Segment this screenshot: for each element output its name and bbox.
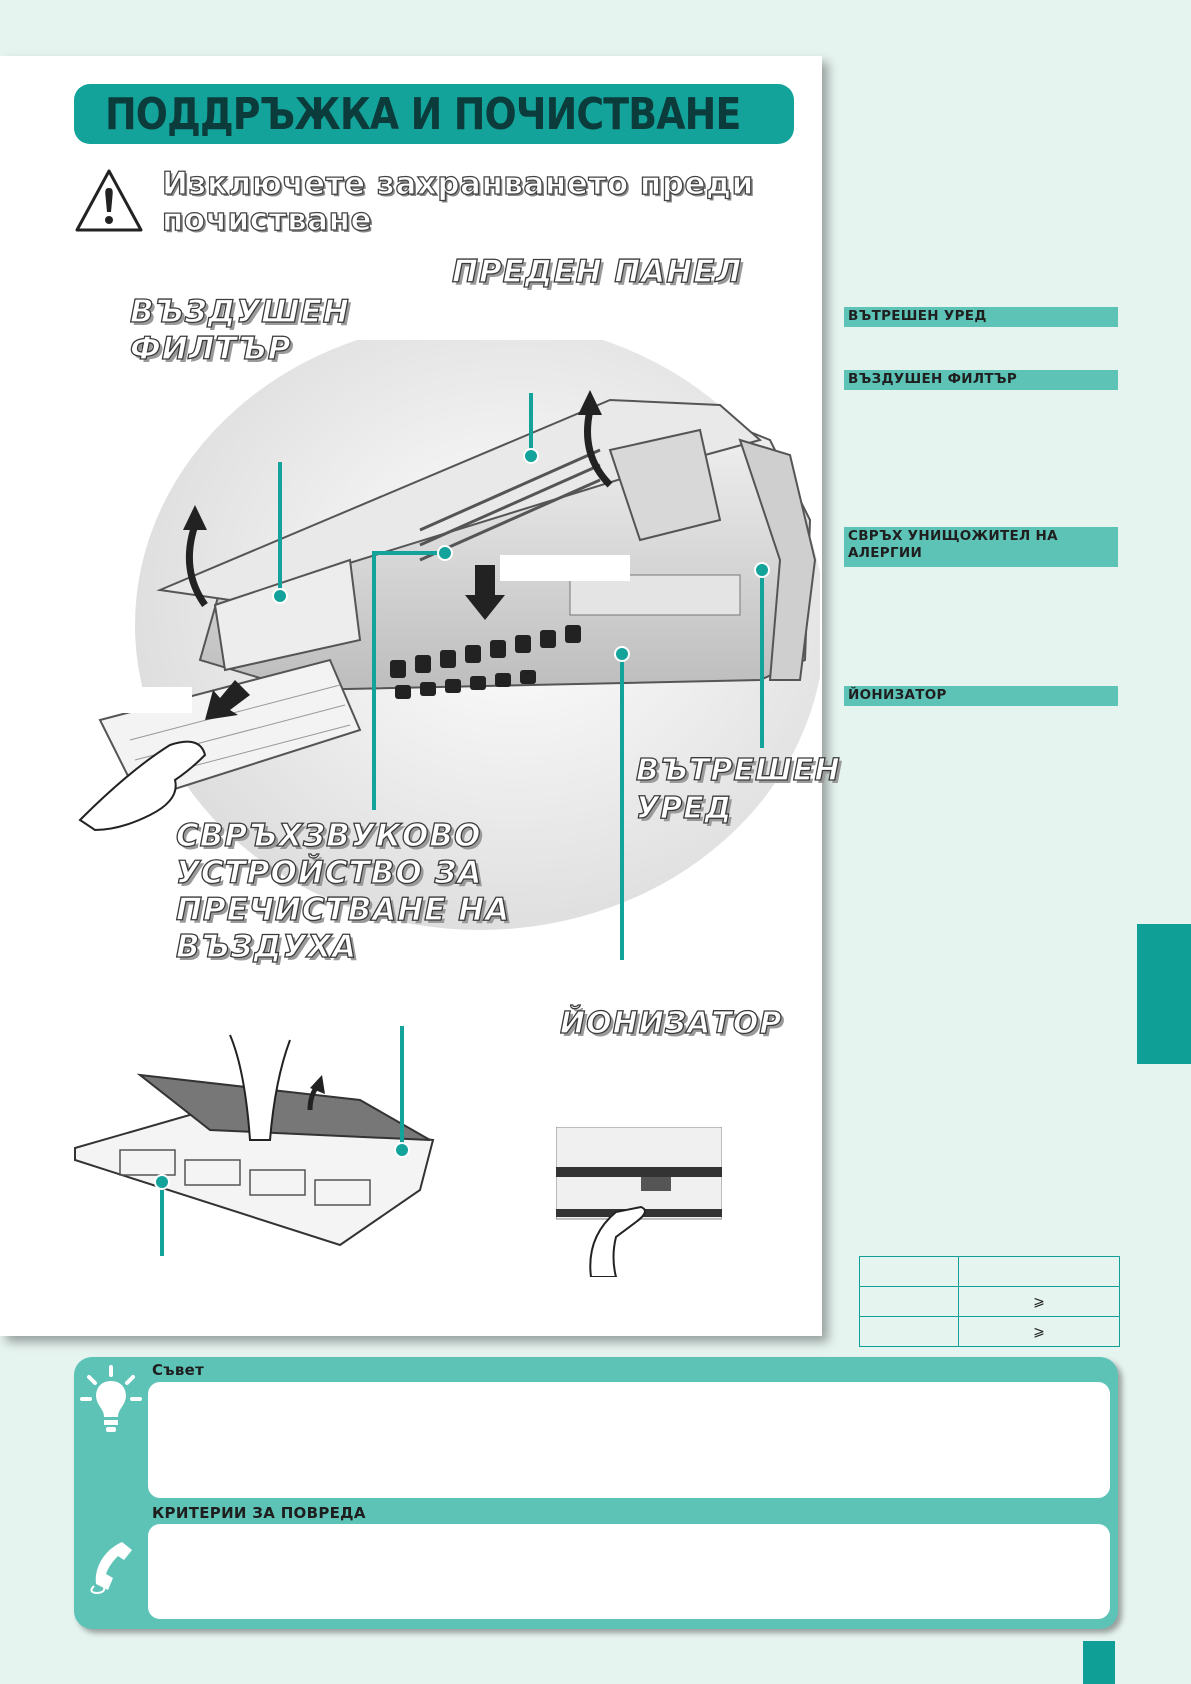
indoor-unit-label-2: УРЕД: [636, 791, 733, 826]
air-filter-label-1: ВЪЗДУШЕН: [130, 294, 350, 330]
lightbulb-icon: [80, 1365, 142, 1437]
table-cell: ⩾: [959, 1287, 1120, 1317]
ionizer-label: ЙОНИЗАТОР: [560, 1006, 783, 1041]
page-number-tab: [1083, 1641, 1115, 1684]
filter-removal-illustration: [70, 1025, 440, 1260]
table-cell: [860, 1287, 959, 1317]
ultrasonic-label-3: ПРЕЧИСТВАНЕ НА: [176, 892, 511, 928]
table-cell: ⩾: [959, 1317, 1120, 1347]
ionizer-cleaning-illustration: [556, 1127, 722, 1277]
warning-text: Изключете захранването преди почистване: [162, 166, 754, 238]
table-row: [860, 1317, 1120, 1347]
blank-label-box: [500, 555, 630, 581]
warning-triangle-icon: [74, 168, 144, 234]
tip-heading: Съвет: [152, 1361, 205, 1379]
sidebar-heading-indoor-unit: ВЪТРЕШЕН УРЕД: [844, 307, 1118, 327]
sidebar-heading-ionizer: ЙОНИЗАТОР: [844, 686, 1118, 706]
sidebar-heading-allergen-buster: СВРЪХ УНИЩОЖИТЕЛ НА АЛЕРГИИ: [844, 527, 1118, 567]
tip-content-box: [148, 1382, 1110, 1498]
table-cell: [959, 1257, 1120, 1287]
ultrasonic-label-2: УСТРОЙСТВО ЗА: [176, 855, 483, 891]
ultrasonic-label-4: ВЪЗДУХА: [176, 929, 358, 965]
table-cell: [860, 1257, 959, 1287]
section-tab: [1137, 924, 1191, 1064]
table-row: [860, 1287, 1120, 1317]
criteria-content-box: [148, 1524, 1110, 1619]
spec-table: [859, 1256, 1120, 1347]
sidebar-heading-air-filter: ВЪЗДУШЕН ФИЛТЪР: [844, 370, 1118, 390]
page-title: ПОДДРЪЖКА И ПОЧИСТВАНЕ: [105, 89, 741, 140]
criteria-heading: КРИТЕРИИ ЗА ПОВРЕДА: [152, 1504, 366, 1522]
air-filter-label-2: ФИЛТЪР: [130, 331, 292, 367]
blank-label-box: [110, 687, 192, 713]
table-row: [860, 1257, 1120, 1287]
front-panel-label: ПРЕДЕН ПАНЕЛ: [452, 254, 743, 290]
ultrasonic-label-1: СВРЪХЗВУКОВО: [176, 818, 482, 854]
indoor-unit-label-1: ВЪТРЕШЕН: [636, 753, 841, 788]
table-cell: [860, 1317, 959, 1347]
phone-icon: [86, 1538, 136, 1594]
